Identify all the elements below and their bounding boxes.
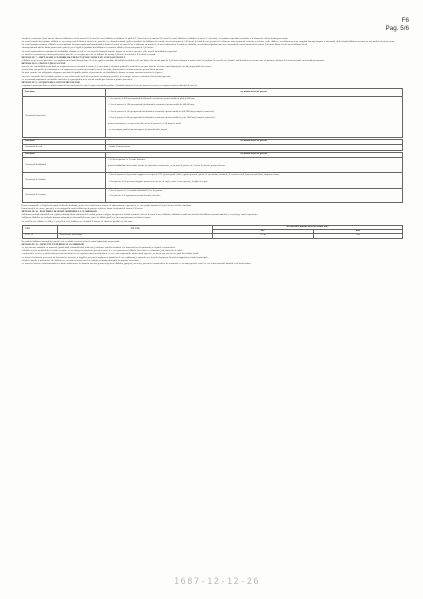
list-item: - 3-4 locuri parcare la 12 cadre didactice;: [108, 158, 146, 161]
paragraph: - Clădirile de pe aceeași parcelă se vor amplasa astfel încât distanța între ele să fie egală cu jumătate din înălțimea clădirii celei mai înalte, dar nu mai puțin de 4,00 metri; distanța se poate reduce la jumătate în cazul în care fațadele față în față nu au ferestre care să lumineze încăperi de locuit sau spații cu activități permanente;: [21, 58, 325, 62]
registration-stamp: 1687-12-12-26: [174, 577, 261, 587]
section-heading: ARTICOLUL 10 - ÎNĂLȚIMEA MAXIMĂ ADMISIBILĂ A CLĂDIRILOR: [21, 210, 97, 214]
list-item: pentru restaurante se vor prevedea câte un loc de parcare la 5-10 locuri la masă;: [108, 123, 182, 126]
requirements-cell: [106, 173, 403, 189]
paragraph: - accesele carosabile din circulațiile publice se vor realiza astfel încât să nu perturbe circulația generală și să se asigure stocarea vehiculelor în interiorul parcelei;: [21, 74, 171, 78]
paragraph: - staționarea autovehiculelor se admite numai în interiorul parcelei, deci în afara circulațiilor publice. Numărul minim de locuri de parcare necesar se va asigura conform tabelului de mai jos:: [21, 83, 198, 87]
paragraph: - se recomandă amplasarea circulațiilor interioare și a parcajărilor de la nivelul solului spre laterala și spatele parcelelor;: [21, 77, 133, 81]
list-item: - minim 5 locuri parcare.: [106, 144, 403, 150]
paragraph: - se interzice construirea pe limita posterioară a parcelei, cu excepția anexelor cu înălțime de maxim 3,00 metri la cornișă și 4,50 metri la coamă.: [21, 52, 156, 56]
list-item: pentru învățământul universitar, funcție de capacitatea construcției, cu un spor de parcare de 5 locuri de parcare pentru autocare.: [108, 165, 226, 168]
table-row: [23, 233, 403, 238]
function-name: Construcții de sănătate: [23, 173, 106, 189]
paragraph: - înălțimea clădirilor nu va depăși distanța măsurată pe orizontală din orice punct al clădirii până la cel mai apropiat punct al alinierii opuse;: [21, 216, 152, 220]
paragraph: - în cazul construcțiilor cu funcțiuni de învățământ, sănătate și cult, se vor respecta distanțele minime impuse de normele specifice și de avizele autorităților competente.: [21, 49, 178, 53]
paragraph: - înălțimea maximă admisibilă este egală cu distanța dintre aliniamentele străzii, pentru a asigura integrarea în fondul construit existent; în cazul în care înălțimea clădirilor rezultă mai mică decât înălțimea maximă admisă, se vor retrage etajele superioare;: [21, 213, 258, 217]
section-heading: ARTICOLUL 7 - AMPLASAREA CLĂDIRILOR UNELE FAȚĂ DE ALTELE PE ACEEAȘI PARCELĂ: [21, 55, 126, 59]
table-row: [23, 97, 403, 138]
requirements-cell: [106, 157, 403, 173]
section-heading: ARTICOLUL 9 - STAȚIONAREA AUTOVEHICULELOR: [21, 80, 80, 84]
paragraph: - se interzic închiderile provizorii ale balcoanelor, teraselor și loggiilor, precum și amplasarea aparatelor de aer condiționat, a antenelor și a firmelor luminoase în mod neorganizat pe fațadele principale;: [21, 255, 209, 259]
table-header: nr. minim locuri de parcare: [106, 139, 403, 144]
paragraph: - în cazul frontului discontinuu, clădirile se vor retrage față de limitele laterale ale parcelei cu o distanță minimă egală cu jumătate din înălțimea la cornișă, dar nu mai puțin de 3,00 metri; în cazul în care pe parcelele adiacente sunt construcții existente cu calcane, noile clădiri se vor alătura acestora, ocupând întreaga lungime a calcanului, fără a depăși înălțimea acestuia cu mai mult de un nivel retras;: [21, 40, 395, 44]
list-item: - 1 loc de parcare la 50 mp suprafață desfășurată a construcției pentru unități de 600-2000 mp (complex comercial);: [108, 110, 215, 113]
page-header: [386, 17, 409, 33]
table-header: Funcțiune: [23, 152, 106, 157]
table-header: nr. minim locuri de parcare: [106, 89, 403, 97]
section-heading: ARTICOLUL 11 - ASPECTUL EXTERIOR AL CLĂDIRILOR: [21, 243, 85, 247]
list-item: - 1 loc de parcare la 40 mp suprafață desfășurată a construcției pentru unități de peste 2000 mp (complex comercial);: [108, 116, 216, 119]
list-item: - 1 loc parcare la 2 apartamente pentru locuințe colective.: [108, 195, 161, 198]
table-header: Funcțiune: [23, 139, 106, 144]
table-header: Rh*: [213, 229, 314, 233]
paragraph: - pentru toate categoriile de construcții se vor asigura accese pentru intervenții în caz de incendiu, dimensionate conform normelor pentru fluxul pietonal;: [21, 68, 164, 72]
table-header: UTR: [23, 225, 58, 233]
table-header: max: [313, 229, 402, 233]
list-item: - 1 loc parcare la 200 mp suprafață desfășurată a construcției pentru unități de până la 400 mp;: [108, 98, 195, 100]
page-number: Pag. 5/6: [385, 25, 409, 32]
parking-table-commercial: [22, 88, 403, 138]
function-name: Construcții comerciale: [23, 97, 106, 138]
paragraph: - clădirile noi sau modificările de clădiri existente se vor integra în caracterul general al zonei și se vor armoniza cu clădirile învecinate ca volumetrie, stil, materiale și culori;: [21, 249, 183, 253]
list-item: - se vor asigura spații de parcare/garare și autovehiculele proprii.: [108, 129, 168, 132]
footnote: *în afară de înălțimea maximă de cornișă / atic se admite un nivel retras în cadrul gabaritului acoperișului.: [21, 239, 120, 243]
paragraph: - se vor interzice imitațiile de materiale (piatră falsă, cărămidă falsă, lemn fals), utilizarea culorilor stridente și a materialelor reflectorizante pe fațadele construcțiilor;: [21, 246, 176, 250]
paragraph: - fațada de construcție (totul fața de alinierea clădirilor va fi de maxim 35,0 metri în cazul clădirilor cu înălțime de până la P+4 niveluri și de maxim 20,0 metri în cazul clădirilor cu înălțime de peste P+4 niveluri, cu condiția respectării secțiunilor și a distanțelor față de limita posterioară;: [21, 37, 288, 40]
rh-value: 1/S m: [213, 233, 314, 238]
table-header: nr. minim locuri de parcare: [106, 152, 403, 157]
table-row: [23, 157, 403, 173]
table-header: Funcțiune: [23, 89, 106, 97]
paragraph: - distanța minimă față de limita posterioară a parcelei va fi egală cu jumătate din înălțimea la cornișă a clădirii, dar nu mai puțin de 5,00 metri;: [21, 46, 154, 50]
table-row: [23, 188, 403, 202]
document-body: [21, 37, 404, 265]
list-item: - 1 loc de parcare la 1 locuință individuală și loc de parcare;: [108, 189, 163, 192]
table-row: [23, 144, 403, 150]
parking-table-other: [22, 152, 403, 203]
requirements-cell: [106, 97, 403, 138]
parking-table-cult: [22, 139, 403, 151]
max-value: 15m: [313, 233, 402, 238]
table-row: [23, 173, 403, 189]
table-header: Rh´nivelul/H maxim (metri la coamă/ atic): [213, 225, 403, 229]
utr-code: UTR. 19: [23, 233, 58, 238]
height-table: [22, 225, 403, 239]
section-heading: ARTICOLUL 8 - CIRCULAȚII ȘI ACCESE: [21, 62, 66, 65]
list-item: - 1 loc de parcare la 100 mp suprafață desfășurată a construcției pentru unități de 400-600 mp;: [108, 104, 195, 107]
paragraph: - în toate cazurile este obligatorie asigurarea accesului în spațiile publice al persoanelor cu dizabilități și dotarea cu rampe conform normelor în vigoare;: [21, 71, 163, 75]
paragraph: Pentru construcțiile ce înglobează spații cu diferite destinații, pentru care există norme diferite de dimensionare a parcajelor, se vor cumula numărul de locuri aferent fiecărei funcțiuni.: [21, 203, 192, 207]
function-name: Construcții de cult: [23, 144, 106, 150]
table-header: TIP UTR: [58, 225, 213, 233]
paragraph: Pentru funcțiile de cazare, parcajele se vor asigura în curtea clădirii sau în parcaje colective situate la distanță de maxim 150 metri.: [21, 207, 143, 211]
list-item: - 1 loc parcare la 10 persoane angajate pentru creșe și case de copii, centre și case speciale, leagăne de copii.: [108, 180, 208, 183]
paragraph: - în cazul în care clădirea se află pe o parcelă de colț, înălțimea se va stabili în funcție de strada cu profilul cel mai mare.: [21, 219, 134, 223]
function-name: Construcții de locuințe: [23, 188, 106, 202]
utr-type: Zonă functii individuale: [58, 233, 213, 238]
paragraph: - fațadele laterale și posterioare ale clădirilor se vor trata la același nivel de calitate cu fațada principală, în armonie cu aceasta;: [21, 258, 139, 262]
paragraph: - parcela este construibilă numai dacă are asigurat un acces carosabil de minim 3,5 metri dintr-o circulație publică în mod direct sau prin drept de servitute legal obținut prin una din proprietățile învecinate;: [21, 65, 212, 69]
paragraph: - se interzice folosirea azbocimentului și a tablei strălucitoare de alumniu sau zinc pentru acoperirea clădirilor, garajelor, anexelor, precum și a materialelor de construcție ce nu sunt specifice zonei; se vor folosi materiale durabile și de bună calitate.: [21, 261, 252, 265]
form-code: F6: [401, 17, 409, 24]
paragraph: - construcțiile vor avea o arhitectură specifică destinației și vor exprima caracterul funcțiunii; se vor evita compozițiile arhitecturale agresive, mediocre sau care nu fac parte din tradiția locală;: [21, 252, 199, 256]
paragraph: - în cazul frontului continuu, clădirile vor fi amplasate în regim cuplat sau înșiruit până la limitele laterale ale parcelei pe o adâncime de maxim 15,0 metri măsurată de la alinierea clădirilor, cu condiția asigurării unui acces carosabil în curtea interioară de minim 3,00 metri lățime și 4,00 metri înălțime liberă;: [21, 43, 308, 47]
list-item: - 1 loc de parcare la 4 persoane angajate cu un spor de 10% pentru spitale clinici, spitale generale, spitale de specialitate, sanatorii, de convalescență, dispensar policlinic, dispensar urban;: [108, 174, 280, 177]
function-name: Construcții învățământ: [23, 157, 106, 173]
requirements-cell: [106, 188, 403, 202]
